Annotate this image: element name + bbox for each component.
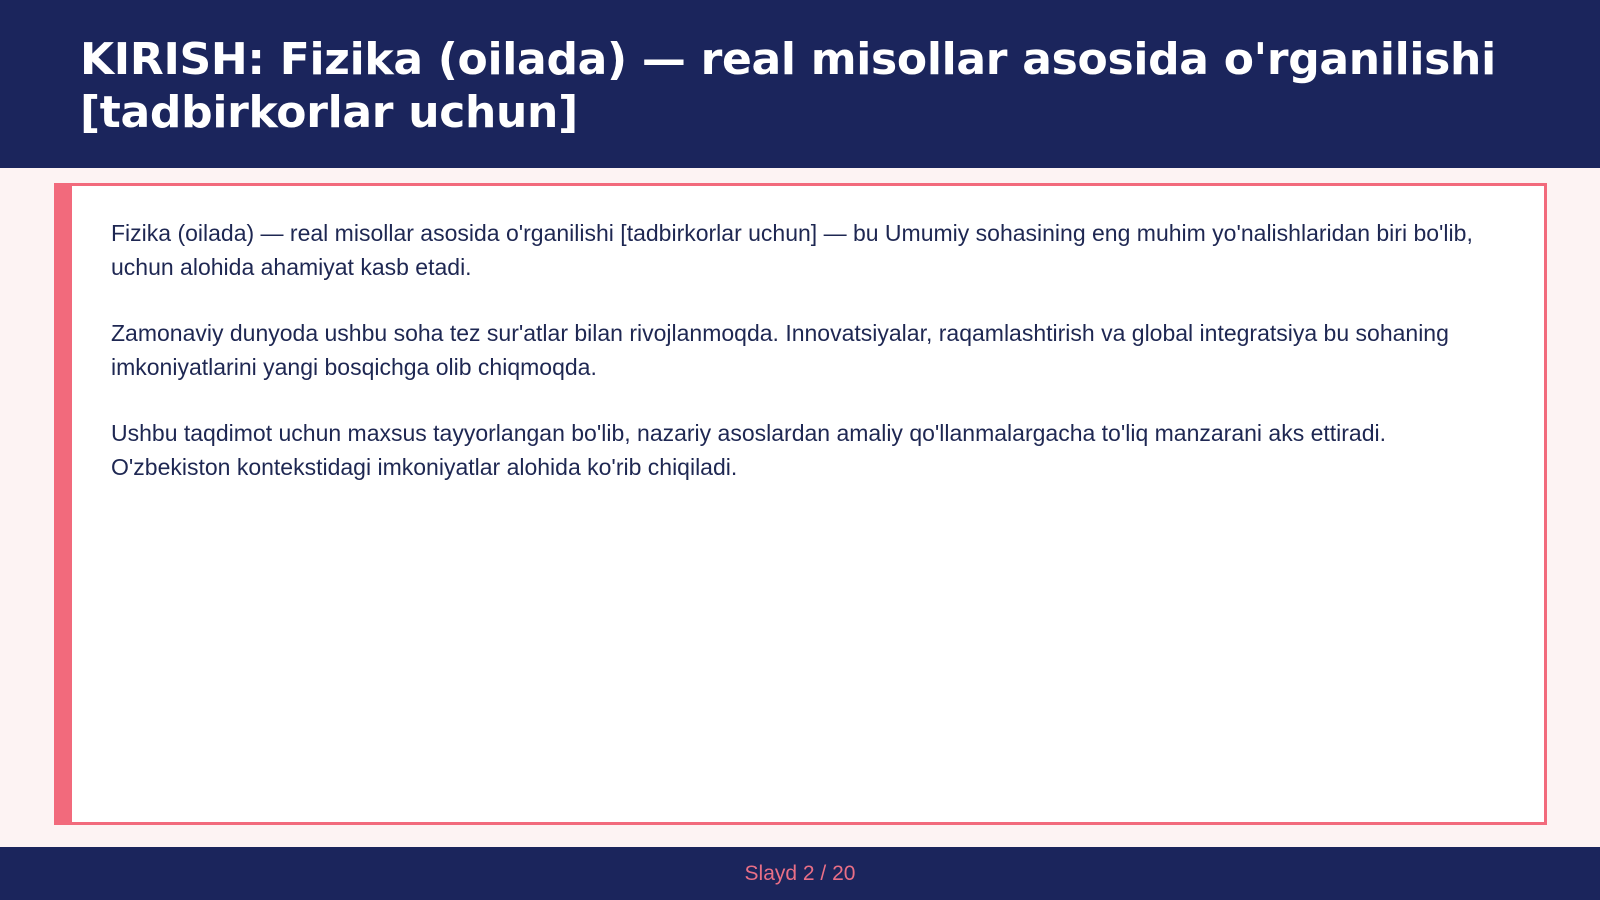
content-paragraph-1: Fizika (oilada) — real misollar asosida o'rganilishi [tadbirkorlar uchun] — bu Umumiy sohasining eng muhim yo'nalishlaridan biri bo'lib, uchun alohida ahamiyat kasb etadi.	[111, 220, 1473, 280]
content-card	[54, 183, 1547, 825]
content-paragraph-2: Zamonaviy dunyoda ushbu soha tez sur'atlar bilan rivojlanmoqda. Innovatsiyalar, raqamlashtirish va global integratsiya bu sohaning imkoniyatlarini yangi bosqichga olib chiqmoqda.	[111, 320, 1449, 380]
slide-title: KIRISH: Fizika (oilada) — real misollar asosida o'rganilishi [tadbirkorlar uchun]	[80, 34, 1496, 138]
slide-header	[0, 0, 1600, 168]
content-paragraph-3: Ushbu taqdimot uchun maxsus tayyorlangan bo'lib, nazariy asoslardan amaliy qo'llanmalargacha to'liq manzarani aks ettiradi. O'zbekiston kontekstidagi imkoniyatlar alohida ko'rib chiqiladi.	[111, 420, 1387, 480]
slide-number: Slayd 2 / 20	[744, 862, 856, 885]
slide-footer	[0, 847, 1600, 900]
